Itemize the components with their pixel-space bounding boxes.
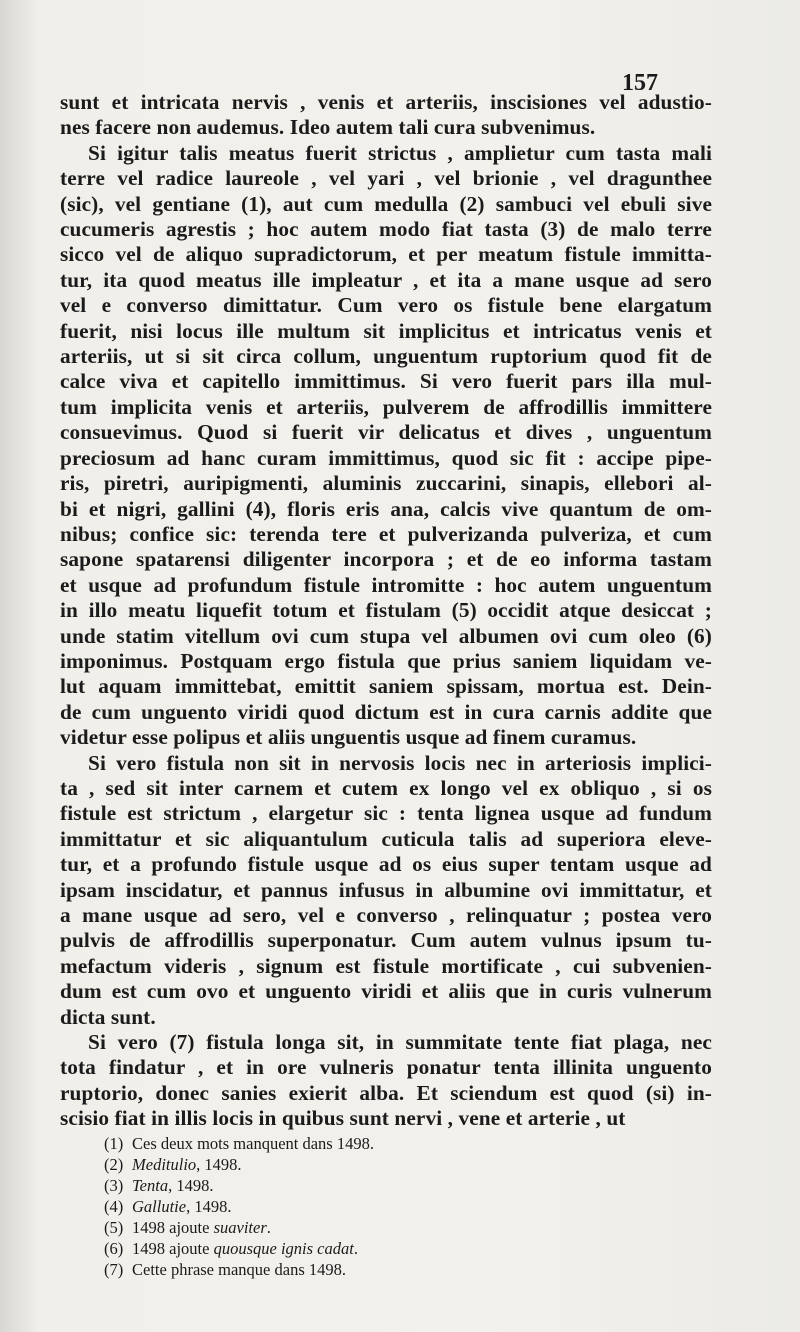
text-line: de cum unguento viridi quod dictum est in cura carnis addite que: [60, 699, 712, 724]
text-line: videtur esse polipus et aliis unguentis usque ad finem curamus.: [60, 725, 637, 750]
text-line: consuevimus. Quod si fuerit vir delicatus et dives , unguentum: [60, 420, 712, 445]
text-line: calce viva et capitello immittimus. Si vero fuerit pars illa mul-: [60, 369, 712, 394]
footnote: [104, 1175, 584, 1196]
text-line: ris, piretri, auripigmenti, aluminis zuccarini, sinapis, ellebori al-: [60, 471, 712, 496]
body-text: [60, 90, 712, 1132]
text-line: terre vel radice laureole , vel yari , vel brionie , vel dragunthee: [60, 166, 712, 191]
footnote-italic-text: quousque ignis cadat: [213, 1239, 354, 1258]
footnote-text-rest: .: [353, 1239, 358, 1258]
text-line: in illo meatu liquefit totum et fistulam (5) occidit atque desiccat ;: [60, 598, 712, 623]
footnote: [104, 1133, 584, 1154]
text-line: nes facere non audemus. Ideo autem tali cura subvenimus.: [60, 115, 596, 140]
footnote-text-rest: , 1498.: [196, 1155, 242, 1174]
text-line: sunt et intricata nervis , venis et arteriis, inscisiones vel adustio-: [60, 90, 712, 114]
text-line: immittatur et sic aliquantulum cuticula talis ad superiora eleve-: [60, 826, 712, 851]
footnote-number: (4): [104, 1197, 124, 1216]
footnote: [104, 1217, 584, 1238]
text-line: preciosum ad hanc curam immittimus, quod sic fit : accipe pipe-: [60, 445, 712, 470]
footnote-text: 1498 ajoute: [132, 1218, 214, 1237]
footnote-number: (7): [104, 1260, 124, 1279]
text-line: tur, et a profundo fistule usque ad os eius super tentam usque ad: [60, 852, 712, 877]
text-line: fuerit, nisi locus ille multum sit implicitus et intricatus venis et: [60, 318, 712, 343]
footnote: [104, 1196, 584, 1217]
text-line: dicta sunt.: [60, 1004, 156, 1029]
footnote-number: (2): [104, 1155, 124, 1174]
footnote: [104, 1154, 584, 1175]
text-line: a mane usque ad sero, vel e converso , relinquatur ; postea vero: [60, 903, 712, 927]
footnote-text-rest: .: [266, 1218, 271, 1237]
footnote-italic-text: suaviter: [213, 1218, 267, 1237]
text-line: unde statim vitellum ovi cum stupa vel albumen ovi cum oleo (6): [60, 623, 712, 648]
text-line: tum implicita venis et arteriis, pulverem de affrodillis immittere: [60, 394, 712, 419]
text-line: sicco vel de aliquo supradictorum, et per meatum fistule immitta-: [60, 242, 712, 267]
text-line: cucumeris agrestis ; hoc autem modo fiat tasta (3) de malo terre: [60, 217, 712, 242]
text-line: tota findatur , et in ore vulneris ponatur tenta illinita unguento: [60, 1055, 712, 1080]
footnote-number: (1): [104, 1134, 124, 1153]
footnote-text: Ces deux mots manquent dans 1498.: [132, 1134, 374, 1153]
text-line: sapone spatarensi diligenter incorpora ; et de eo informa tastam: [60, 547, 712, 572]
footnote-text: Cette phrase manque dans 1498.: [132, 1260, 346, 1279]
text-line: mefactum videris , signum est fistule mortificate , cui subvenien-: [60, 953, 712, 978]
page-number: 157: [622, 70, 658, 96]
text-line: lut aquam immittebat, emittit saniem spissam, mortua est. Dein-: [60, 674, 712, 699]
footnote-number: (5): [104, 1218, 124, 1237]
paragraph: [60, 1030, 712, 1132]
paragraph: [60, 141, 712, 751]
text-line: bi et nigri, gallini (4), floris eris ana, calcis vive quantum de om-: [60, 496, 712, 521]
text-line: nibus; confice sic: terenda tere et pulverizanda pulveriza, et cum: [60, 521, 712, 546]
footnote-text-rest: , 1498.: [168, 1176, 214, 1195]
text-line: Si vero fistula non sit in nervosis locis nec in arteriosis implici-: [88, 750, 712, 775]
footnote-number: (3): [104, 1176, 124, 1195]
text-line: Si igitur talis meatus fuerit strictus , amplietur cum tasta mali: [88, 140, 712, 165]
text-line: dum est cum ovo et unguento viridi et aliis que in curis vulnerum: [60, 979, 712, 1004]
text-line: ta , sed sit inter carnem et cutem ex longo vel ex obliquo , si os: [60, 775, 712, 800]
footnote: [104, 1238, 584, 1259]
footnote-text-rest: , 1498.: [186, 1197, 232, 1216]
text-line: imponimus. Postquam ergo fistula que prius saniem liquidam ve-: [60, 648, 712, 673]
footnote-italic-text: Gallutie: [132, 1197, 187, 1216]
footnote-italic-text: Meditulio: [132, 1155, 197, 1174]
footnote: [104, 1259, 584, 1280]
text-line: scisio fiat in illis locis in quibus sunt nervi , vene et arterie , ut: [60, 1106, 626, 1131]
text-line: Si vero (7) fistula longa sit, in summitate tente fiat plaga, nec: [88, 1030, 712, 1055]
footnotes: [104, 1133, 584, 1280]
text-line: et usque ad profundum fistule intromitte : hoc autem unguentum: [60, 572, 712, 597]
paragraph: [60, 90, 712, 141]
text-line: ipsam inscidatur, et pannus infusus in albumine ovi immittatur, et: [60, 877, 712, 902]
text-line: fistule est strictum , elargetur sic : tenta lignea usque ad fundum: [60, 801, 712, 826]
text-line: pulvis de affrodillis superponatur. Cum autem vulnus ipsum tu-: [60, 928, 712, 953]
text-line: arteriis, ut si sit circa collum, unguentum ruptorium quod fit de: [60, 344, 712, 369]
text-line: tur, ita quod meatus ille impleatur , et ita a mane usque ad sero: [60, 267, 712, 292]
paragraph: [60, 751, 712, 1030]
text-line: ruptorio, donec sanies exierit alba. Et sciendum est quod (si) in-: [60, 1080, 712, 1105]
footnote-italic-text: Tenta: [132, 1176, 169, 1195]
text-line: (sic), vel gentiane (1), aut cum medulla (2) sambuci vel ebuli sive: [60, 191, 712, 216]
text-line: vel e converso dimittatur. Cum vero os fistule bene elargatum: [60, 293, 712, 318]
footnote-number: (6): [104, 1239, 124, 1258]
footnote-text: 1498 ajoute: [132, 1239, 214, 1258]
